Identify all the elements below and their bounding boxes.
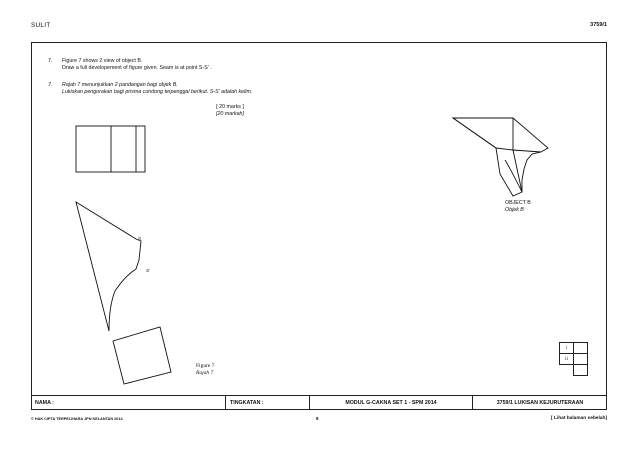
top-view — [76, 126, 145, 172]
question-grid — [559, 342, 588, 376]
footer-subject: 3759/1 LUKISAN KEJURUTERAAN — [496, 400, 584, 406]
question-number: 7. — [48, 58, 53, 64]
figure-caption-ms: Rajah 7 — [196, 369, 214, 376]
marks-en: [ 20 marks ] — [216, 104, 244, 110]
grid-cell-blank — [574, 343, 588, 354]
object-b-label-ms: Objek B — [505, 207, 524, 213]
base-square — [113, 327, 171, 384]
page-number: 8 — [316, 416, 319, 421]
object-b-edge-2 — [513, 150, 541, 152]
object-b-outline — [453, 118, 548, 196]
object-b-edge-5 — [453, 118, 496, 148]
grid-cell-blank — [574, 354, 588, 365]
object-b-edge-4 — [513, 150, 522, 192]
figure-caption-en: Figure 7 — [196, 363, 215, 369]
footer-tingkatan: TINGKATAN : — [226, 396, 310, 410]
grid-cell-i: i — [560, 343, 574, 354]
footer-nama: NAMA : — [31, 396, 226, 410]
question-number-ms: 7. — [48, 82, 53, 88]
grid-cell-blank — [574, 365, 588, 376]
label-s: S — [138, 236, 142, 241]
copyright: © HAK CIPTA TERPELIHARA JPN KELANTAN 2014 — [31, 417, 123, 421]
question-line-2-ms: Lukiskan pengorakan bagi prisma condong terpenggal berikut. S-S' adalah kelim. — [62, 89, 253, 95]
figure-caption — [196, 363, 215, 376]
question-line-1: Figure 7 shows 2 view of object B. — [62, 58, 143, 64]
question-line-2: Draw a full developement of figure given. Seam is at point S-S' . — [62, 65, 212, 71]
object-b-edge-1 — [496, 148, 513, 150]
label-s-prime: S' — [146, 268, 150, 273]
marks-ms: [20 markah] — [216, 110, 244, 117]
front-view — [76, 202, 141, 331]
question-line-1-ms: Rajah 7 menunjukkan 2 pandangan bagi objek B. — [62, 82, 178, 88]
header-sulit: SULIT — [31, 22, 51, 29]
grid-cell-ii: ii — [560, 354, 574, 365]
next-page-note: [ Lihat halaman sebelah] — [551, 416, 607, 421]
grid-cell-none — [560, 365, 574, 376]
header-paper-code: 3759/1 — [590, 22, 607, 28]
footer-modul: MODUL G-CAKNA SET 1 - SPM 2014 — [310, 396, 473, 410]
object-b-label-en: OBJECT B — [505, 200, 531, 206]
footer-table — [31, 395, 607, 410]
object-b-label — [505, 200, 531, 214]
